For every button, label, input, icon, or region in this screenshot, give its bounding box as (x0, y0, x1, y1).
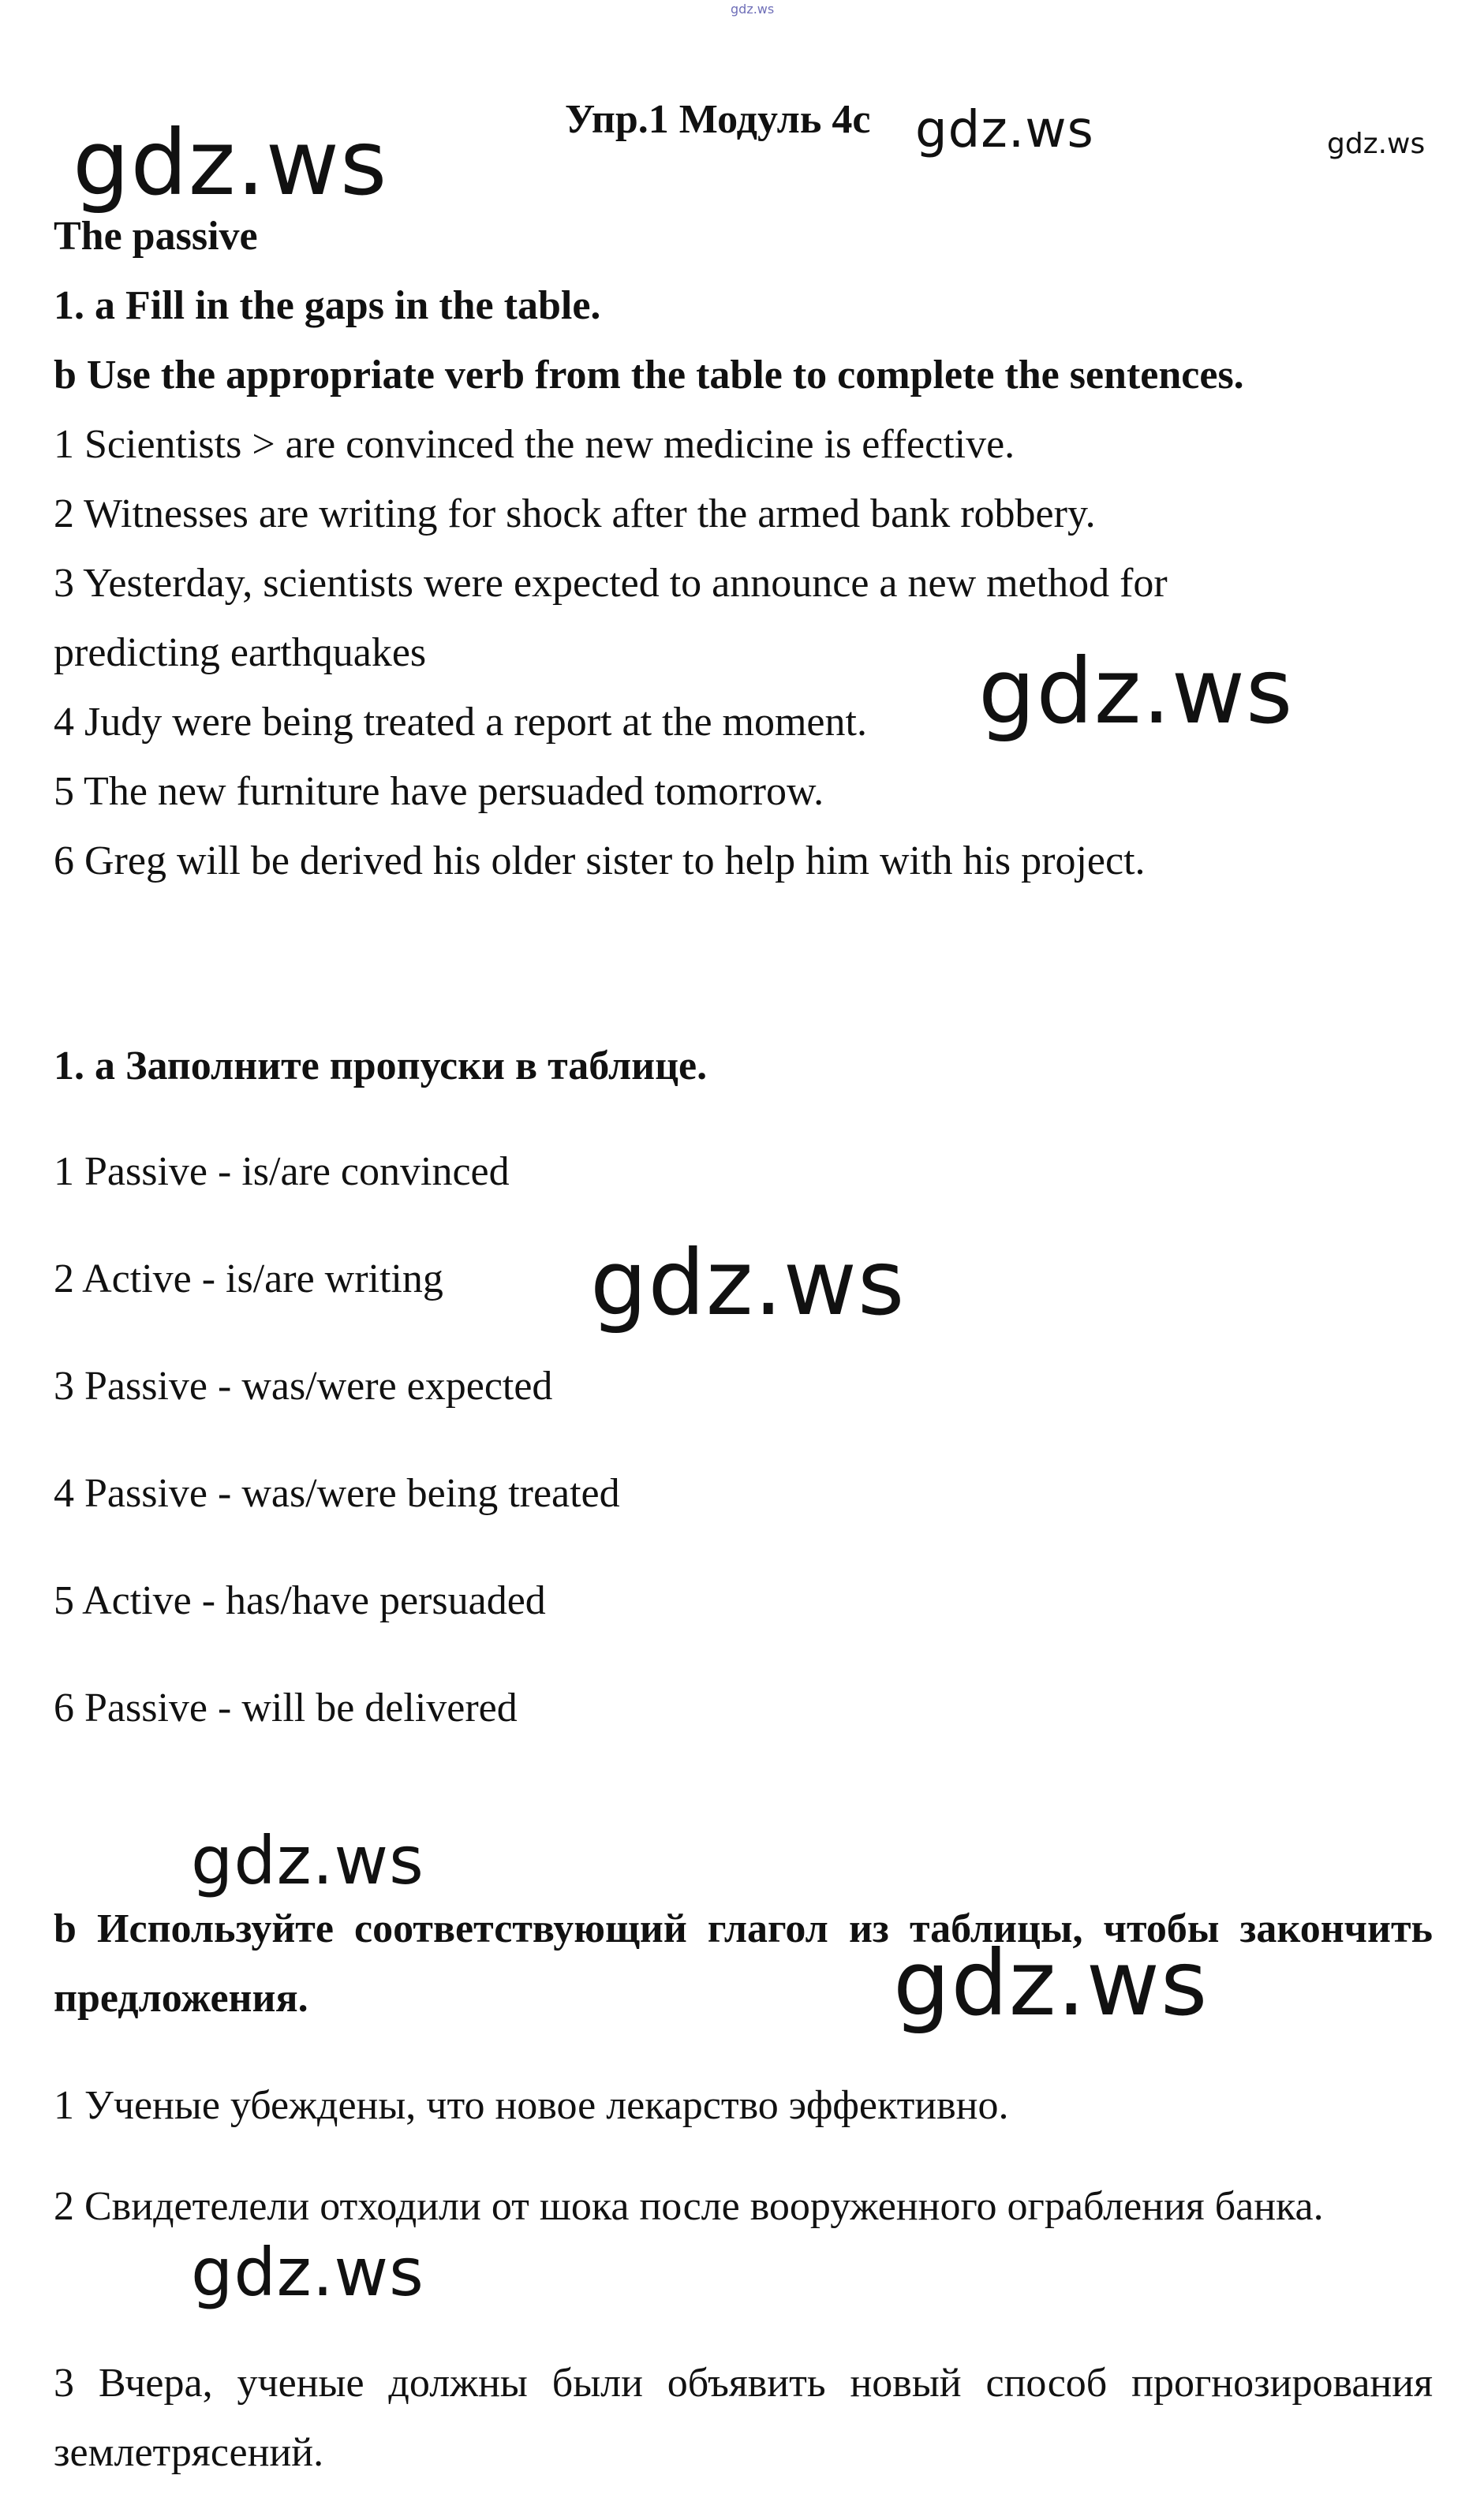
task-a-english: 1. a Fill in the gaps in the table. (54, 283, 601, 328)
answer-3: 3 Passive - was/were expected (54, 1364, 553, 1409)
translation-1: 1 Ученые убеждены, что новое лекарство эффективно. (54, 2083, 1009, 2128)
sentence-5: 5 The new furniture have persuaded tomorrow. (54, 769, 824, 814)
answer-4: 4 Passive - was/were being treated (54, 1471, 620, 1516)
sentence-6: 6 Greg will be derived his older sister to help him with his project. (54, 838, 1146, 883)
sentence-4: 4 Judy were being treated a report at the moment. (54, 700, 867, 745)
watermark-bottom-left: gdz.ws (191, 2234, 424, 2311)
answer-2: 2 Active - is/are writing (54, 1256, 443, 1301)
task-b-english: b Use the appropriate verb from the table to complete the sentences. (54, 353, 1244, 398)
page-title: Упр.1 Модуль 4c (565, 97, 871, 142)
task-a-russian: 1. a Заполните пропуски в таблице. (54, 1043, 708, 1088)
watermark-lower-left: gdz.ws (191, 1822, 424, 1899)
sentence-3: 3 Yesterday, scientists were expected to announce a new method for (54, 561, 1168, 606)
watermark-mid-right: gdz.ws (978, 639, 1294, 744)
watermark-tiny-top: gdz.ws (731, 2, 775, 17)
task-b-russian: b Используйте соответствующий глагол из таблицы, чтобы закончить предложения. (54, 1906, 1433, 2021)
sentence-3-continued: predicting earthquakes (54, 630, 427, 675)
watermark-lower-right: gdz.ws (893, 1931, 1209, 2036)
sentence-1: 1 Scientists > are convinced the new medicine is effective. (54, 422, 1015, 467)
answer-6: 6 Passive - will be delivered (54, 1686, 518, 1730)
watermark-top-right-small: gdz.ws (1327, 128, 1426, 160)
translation-3: 3 Вчера, ученые должны были объявить новый способ прогнозирования землетрясений. (54, 2361, 1433, 2475)
answer-5: 5 Active - has/have persuaded (54, 1578, 546, 1623)
watermark-top-left: gdz.ws (73, 110, 388, 215)
watermark-title-right: gdz.ws (915, 101, 1094, 159)
translation-2: 2 Свидетелели отходили от шока после вооруженного ограбления банка. (54, 2184, 1324, 2229)
sentence-2: 2 Witnesses are writing for shock after the armed bank robbery. (54, 491, 1096, 536)
answer-1: 1 Passive - is/are convinced (54, 1149, 510, 1194)
watermark-center: gdz.ws (590, 1230, 906, 1335)
section-heading: The passive (54, 214, 258, 259)
